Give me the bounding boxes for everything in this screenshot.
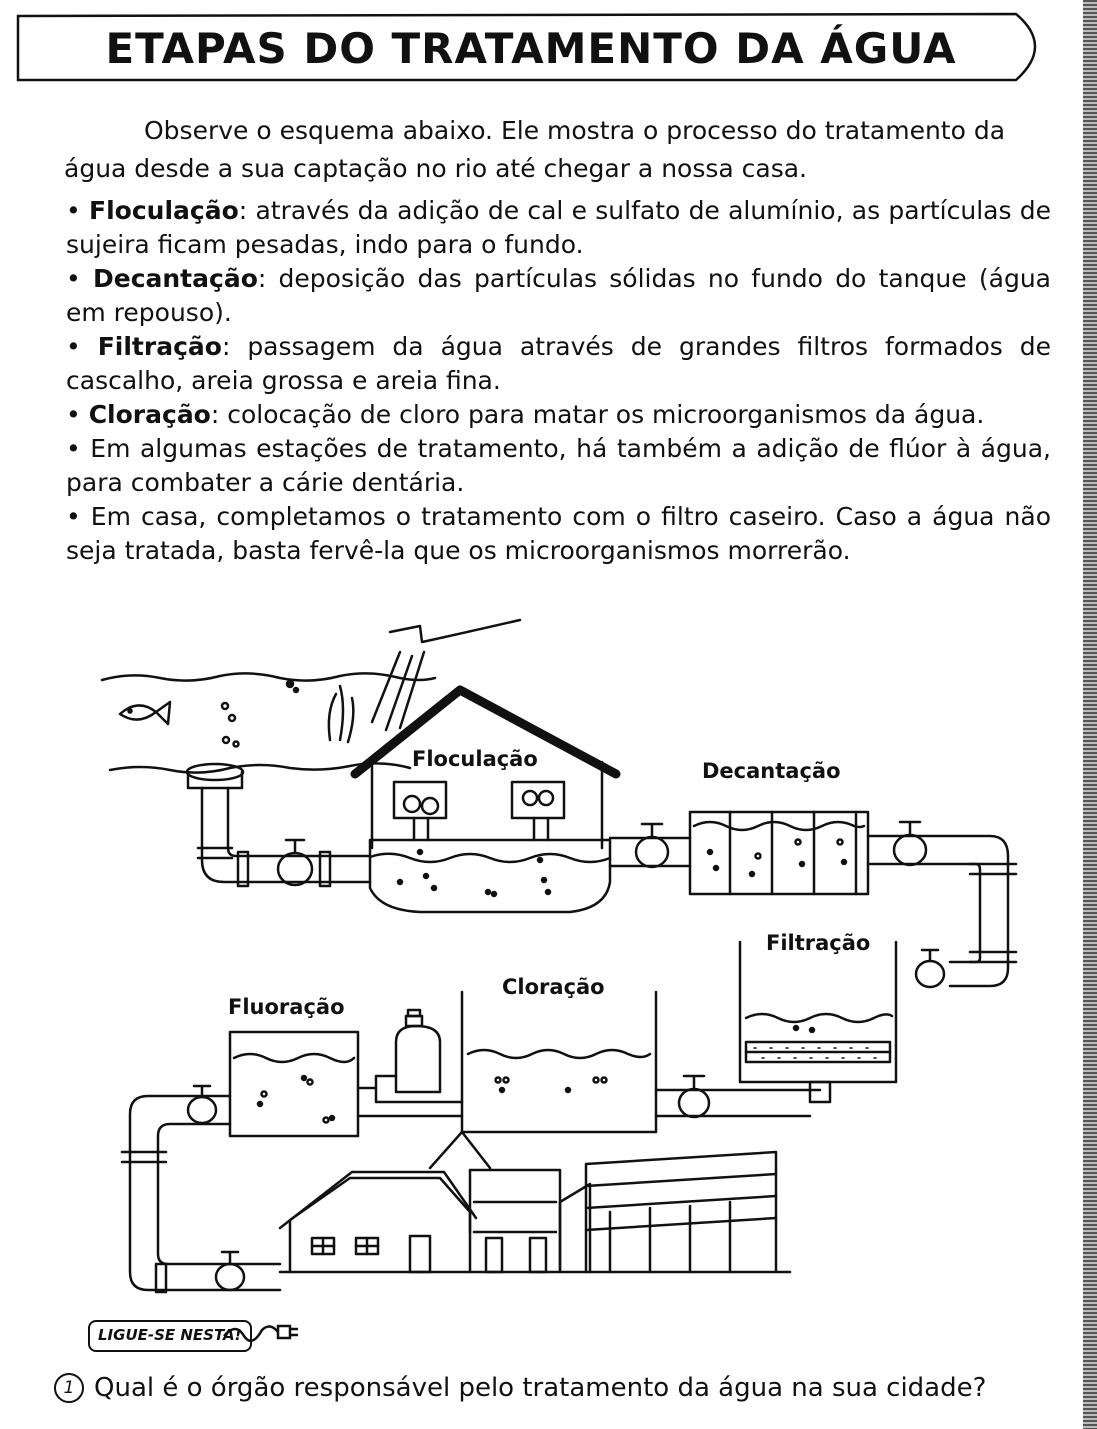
cloracao-tank — [462, 992, 656, 1132]
pipe-to-city — [122, 1086, 280, 1292]
fluoracao-tank — [230, 1032, 462, 1136]
label-floculacao: Floculação — [412, 747, 538, 771]
bullet-list — [66, 194, 1051, 568]
bullet-item: • Em algumas estações de tratamento, há também a adição de flúor à água, para combater a cárie dentária. — [66, 434, 1051, 497]
pipe-decant-filter — [868, 822, 1016, 987]
bullet-item: • Filtração: passagem da água através de grandes filtros formados de cascalho, areia grossa e areia fina. — [66, 332, 1051, 395]
ligue-se-badge: LIGUE-SE NESTA! — [88, 1320, 252, 1352]
scan-edge — [1083, 0, 1097, 1429]
chlorine-cylinder — [376, 1010, 462, 1102]
bullet-item: • Em casa, completamos o tratamento com o filtro caseiro. Caso a água não seja tratada, basta fervê-la que os microorganismos morrerão. — [66, 502, 1051, 565]
label-decantacao: Decantação — [702, 759, 841, 783]
pipe-floc-decant — [610, 824, 690, 867]
filtracao-tank — [740, 942, 896, 1102]
water-treatment-diagram — [90, 612, 1050, 1312]
city-buildings — [280, 1132, 790, 1272]
bullet-item: • Decantação: deposição das partículas sólidas no fundo do tanque (água em repouso). — [66, 264, 1051, 327]
bullet-item: • Cloração: colocação de cloro para matar os microorganismos da água. — [66, 400, 985, 429]
plug-icon — [222, 1318, 302, 1348]
decantacao-tank — [690, 812, 868, 894]
bullet-item: • Floculação: através da adição de cal e sulfato de alumínio, as partículas de sujeira ficam pesadas, indo para o fundo. — [66, 196, 1051, 259]
floculacao-tank — [355, 690, 616, 912]
intake-pipe — [187, 764, 370, 886]
question-number: 1 — [54, 1373, 84, 1403]
intro-paragraph: Observe o esquema abaixo. Ele mostra o processo do tratamento da água desde a sua captação no rio até chegar a nossa casa. — [64, 116, 1006, 183]
question-text: Qual é o órgão responsável pelo tratamento da água na sua cidade? — [94, 1373, 987, 1403]
page-title: ETAPAS DO TRATAMENTO DA ÁGUA — [105, 24, 957, 73]
title-banner — [16, 10, 1046, 82]
label-fluoracao: Fluoração — [228, 995, 345, 1019]
question-1 — [54, 1372, 986, 1404]
label-filtracao: Filtração — [766, 931, 871, 955]
label-cloracao: Cloração — [502, 975, 605, 999]
